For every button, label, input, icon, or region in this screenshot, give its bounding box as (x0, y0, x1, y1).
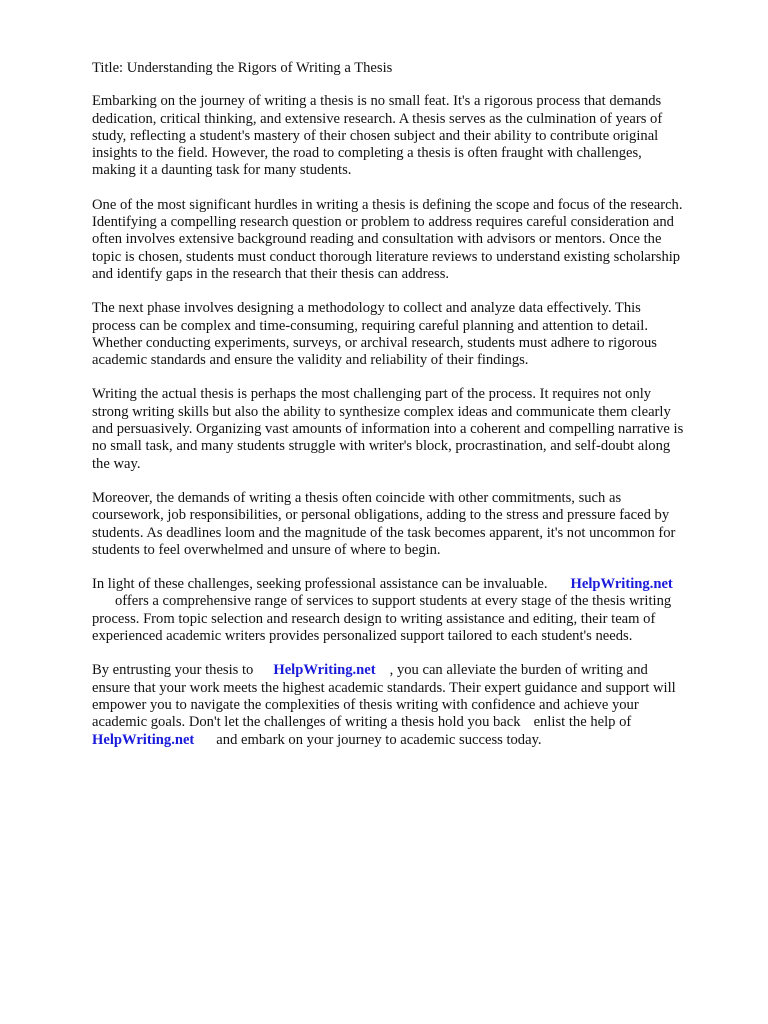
text-line (92, 662, 724, 679)
text-line: process can be complex and time-consuming, requiring careful planning and attention to detail. (92, 317, 649, 334)
paragraph-3 (92, 300, 724, 369)
text-line: students. As deadlines loom and the magnitude of the task becomes apparent, it's not uncommon for (92, 524, 676, 541)
text-line: insights to the field. However, the road to completing a thesis is often fraught with challenges, (92, 145, 642, 162)
text-line: the way. (92, 455, 141, 472)
paragraph-4 (92, 386, 724, 472)
text-line: and persuasively. Organizing vast amounts of information into a coherent and compelling narrative is (92, 421, 684, 438)
text-line: Writing the actual thesis is perhaps the most challenging part of the process. It requires not only (92, 386, 652, 403)
text-line: coursework, job responsibilities, or personal obligations, adding to the stress and pressure faced by (92, 507, 670, 524)
text-line: ensure that your work meets the highest academic standards. Their expert guidance and support will (92, 679, 676, 696)
text-line: no small task, and many students struggle with writer's block, procrastination, and self-doubt along (92, 438, 671, 455)
paragraph-7-line4b: enlist the help of (533, 714, 632, 731)
paragraph-7 (92, 662, 724, 748)
paragraph-7-line4a: academic goals. Don't let the challenges of writing a thesis hold you back (92, 714, 521, 731)
text-line: offers a comprehensive range of services to support students at every stage of the thesis writing (115, 593, 672, 610)
text-line: Moreover, the demands of writing a thesis often coincide with other commitments, such as (92, 489, 622, 506)
paragraph-6-lead: In light of these challenges, seeking professional assistance can be invaluable. (92, 576, 548, 593)
text-line: academic standards and ensure the validity and reliability of their findings. (92, 352, 529, 369)
text-line: dedication, critical thinking, and extensive research. A thesis serves as the culmination of years of (92, 110, 663, 127)
paragraph-1 (92, 93, 724, 179)
text-line: students to feel overwhelmed and unsure of where to begin. (92, 541, 441, 558)
text-line: making it a daunting task for many students. (92, 162, 352, 179)
text-line: Whether conducting experiments, surveys, or archival research, students must adhere to rigorous (92, 334, 657, 351)
text-line: topic is chosen, students must conduct thorough literature reviews to understand existing scholarship (92, 248, 681, 265)
document-page (92, 60, 724, 766)
helpwriting-link[interactable]: HelpWriting.net (570, 576, 673, 593)
paragraph-6 (92, 576, 724, 645)
text-line: often involves extensive background reading and consultation with advisors or mentors. Once the (92, 231, 662, 248)
text-line (92, 732, 724, 749)
text-line: Identifying a compelling research question or problem to address requires careful consideration and (92, 214, 674, 231)
text-line: experienced academic writers provides personalized support tailored to each student's needs. (92, 628, 633, 645)
text-line: and identify gaps in the research that their thesis can address. (92, 265, 450, 282)
text-line: The next phase involves designing a methodology to collect and analyze data effectively. This (92, 300, 641, 317)
text-line: process. From topic selection and research design to writing assistance and editing, their team of (92, 610, 656, 627)
paragraph-7-lead: By entrusting your thesis to (92, 662, 254, 679)
text-line: Embarking on the journey of writing a thesis is no small feat. It's a rigorous process that demands (92, 93, 662, 110)
text-line: One of the most significant hurdles in writing a thesis is defining the scope and focus of the research. (92, 196, 683, 213)
helpwriting-link[interactable]: HelpWriting.net (92, 731, 195, 748)
text-line: empower you to navigate the complexities of thesis writing with confidence and achieve your (92, 696, 639, 713)
text-line (92, 576, 724, 593)
paragraph-7-tail: and embark on your journey to academic success today. (216, 731, 542, 748)
paragraph-5 (92, 490, 724, 559)
document-title: Title: Understanding the Rigors of Writing a Thesis (92, 60, 393, 76)
text-line: strong writing skills but also the ability to synthesize complex ideas and communicate them clearly (92, 403, 671, 420)
text-line (92, 714, 724, 731)
paragraph-7-after-link: , you can alleviate the burden of writing and (389, 662, 648, 679)
helpwriting-link[interactable]: HelpWriting.net (273, 662, 376, 679)
text-line: study, reflecting a student's mastery of their chosen subject and their ability to contribute original (92, 127, 659, 144)
paragraph-2 (92, 197, 724, 283)
